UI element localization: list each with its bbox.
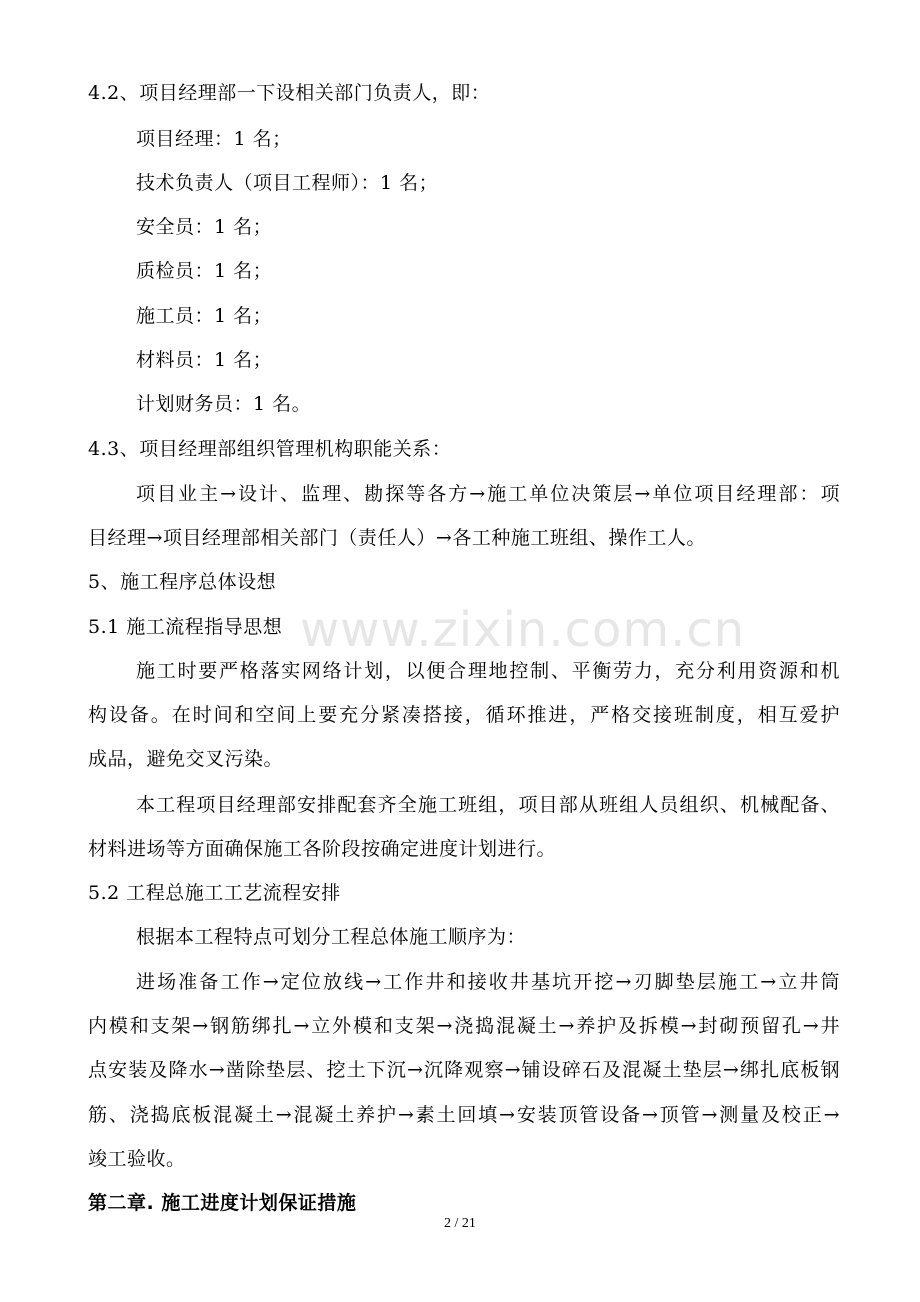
page-number: 2 / 21 <box>444 1216 476 1231</box>
paragraph-line: 内模和支架→钢筋绑扎→立外模和支架→浇捣混凝土→养护及拆模→封砌预留孔→井 <box>88 1015 840 1037</box>
paragraph-line: 材料进场等方面确保施工各阶段按确定进度计划进行。 <box>88 838 557 860</box>
section-heading-5-1: 5.1 施工流程指导思想 <box>88 616 283 638</box>
paragraph-line: 项目业主→设计、监理、勘探等各方→施工单位决策层→单位项目经理部：项 <box>136 483 840 505</box>
paragraph-line: 目经理→项目经理部相关部门（责任人）→各工种施工班组、操作工人。 <box>88 527 706 549</box>
section-heading-5: 5、施工程序总体设想 <box>88 571 277 593</box>
section-heading-4-3: 4.3、项目经理部组织管理机构职能关系： <box>88 438 452 460</box>
paragraph-line: 本工程项目经理部安排配套齐全施工班组，项目部从班组人员组织、机械配备、 <box>136 794 840 816</box>
paragraph-line: 构设备。在时间和空间上要充分紧凑搭接，循环推进，严格交接班制度，相互爱护 <box>88 704 840 726</box>
section-heading-4-2: 4.2、项目经理部一下设相关部门负责人，即： <box>88 82 491 104</box>
paragraph-line: 竣工验收。 <box>88 1148 186 1170</box>
section-heading-5-2: 5.2 工程总施工工艺流程安排 <box>88 882 341 904</box>
list-item: 施工员：1 名； <box>136 305 273 327</box>
paragraph-line: 进场准备工作→定位放线→工作井和接收井基坑开挖→刃脚垫层施工→立井筒 <box>136 971 840 993</box>
list-item: 安全员：1 名； <box>136 216 273 238</box>
paragraph-line: 点安装及降水→凿除垫层、挖土下沉→沉降观察→铺设碎石及混凝土垫层→绑扎底板钢 <box>88 1059 840 1081</box>
chapter-heading: 第二章. 施工进度计划保证措施 <box>88 1192 357 1214</box>
paragraph-line: 根据本工程特点可划分工程总体施工顺序为： <box>136 926 527 948</box>
list-item: 计划财务员：1 名。 <box>136 393 312 415</box>
list-item: 材料员：1 名； <box>136 349 273 371</box>
list-item: 项目经理：1 名； <box>136 128 292 150</box>
watermark: www.zixin.com.cn <box>300 602 746 658</box>
paragraph-line: 成品，避免交叉污染。 <box>88 748 284 770</box>
paragraph-line: 施工时要严格落实网络计划，以便合理地控制、平衡劳力，充分利用资源和机 <box>136 660 840 682</box>
list-item: 质检员：1 名； <box>136 260 273 282</box>
list-item: 技术负责人（项目工程师）：1 名； <box>136 172 439 194</box>
paragraph-line: 筋、浇捣底板混凝土→混凝土养护→素土回填→安装顶管设备→顶管→测量及校正→ <box>88 1104 840 1126</box>
